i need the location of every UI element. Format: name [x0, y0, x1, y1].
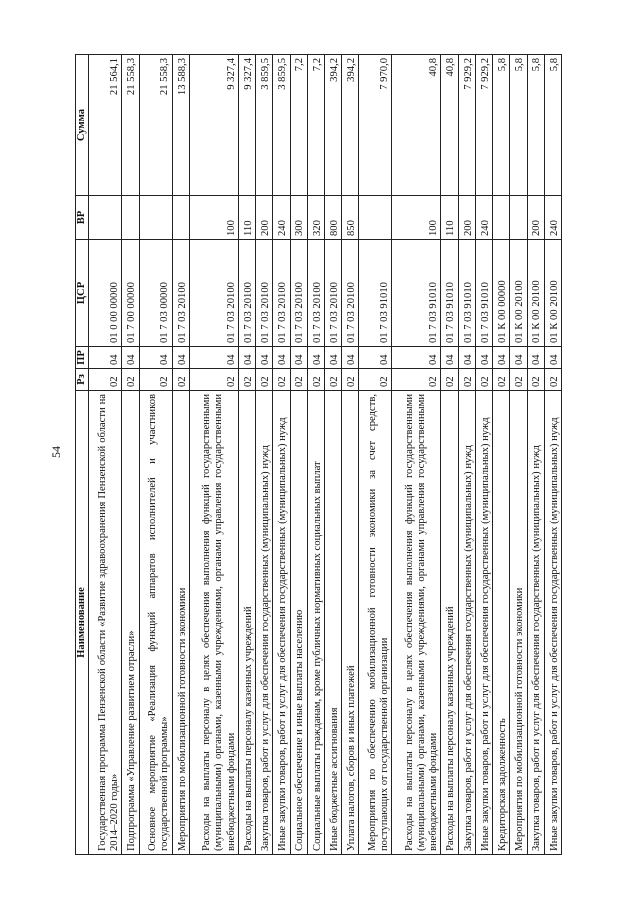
cell-csr: 01 7 03 20100 [189, 240, 238, 347]
cell-vr [122, 196, 139, 240]
cell-csr: 01 7 03 00000 [139, 240, 172, 347]
header-name: Наименование [76, 391, 89, 855]
cell-rz: 02 [510, 369, 527, 391]
cell-csr: 01 7 03 20100 [307, 240, 324, 347]
cell-vr: 110 [238, 196, 255, 240]
table-row [172, 55, 189, 855]
cell-name: Иные закупки товаров, работ и услуг для обеспечения государственных (муниципальных) нужд [475, 391, 492, 855]
cell-sum: 394,2 [342, 55, 359, 196]
cell-vr: 110 [441, 196, 458, 240]
table-row [441, 55, 458, 855]
cell-name: Социальные выплаты гражданам, кроме публичных нормативных социальных выплат [307, 391, 324, 855]
cell-pr: 04 [458, 347, 475, 369]
cell-csr: 01 7 03 20100 [238, 240, 255, 347]
header-sum: Сумма [76, 55, 89, 196]
table-row [256, 55, 273, 855]
cell-rz: 02 [273, 369, 290, 391]
cell-vr: 100 [189, 196, 238, 240]
table-row [273, 55, 290, 855]
cell-vr: 320 [307, 196, 324, 240]
cell-csr: 01 7 00 00000 [122, 240, 139, 347]
table-row [475, 55, 492, 855]
cell-sum: 9 327,4 [238, 55, 255, 196]
cell-rz: 02 [256, 369, 273, 391]
cell-vr: 200 [256, 196, 273, 240]
cell-pr: 04 [359, 347, 392, 369]
header-rz: Рз [76, 369, 89, 391]
cell-csr: 01 К 00 00000 [493, 240, 510, 347]
cell-sum: 9 327,4 [189, 55, 238, 196]
cell-vr: 240 [475, 196, 492, 240]
cell-rz: 02 [189, 369, 238, 391]
cell-vr [172, 196, 189, 240]
cell-name: Закупка товаров, работ и услуг для обеспечения государственных (муниципальных) нужд [458, 391, 475, 855]
cell-pr: 04 [324, 347, 341, 369]
cell-name: Иные бюджетные ассигнования [324, 391, 341, 855]
cell-vr: 850 [342, 196, 359, 240]
cell-vr: 200 [458, 196, 475, 240]
cell-sum: 7 970,0 [359, 55, 392, 196]
cell-pr: 04 [172, 347, 189, 369]
cell-vr: 240 [273, 196, 290, 240]
header-csr: ЦСР [76, 240, 89, 347]
cell-sum: 40,8 [392, 55, 441, 196]
cell-csr: 01 7 03 91010 [458, 240, 475, 347]
table-row [510, 55, 527, 855]
cell-rz: 02 [527, 369, 544, 391]
cell-rz: 02 [238, 369, 255, 391]
cell-pr: 04 [238, 347, 255, 369]
cell-sum: 7 929,2 [458, 55, 475, 196]
table-row [544, 55, 561, 855]
cell-sum: 3 859,5 [256, 55, 273, 196]
cell-pr: 04 [441, 347, 458, 369]
cell-csr: 01 К 00 20100 [544, 240, 561, 347]
cell-pr: 04 [122, 347, 139, 369]
cell-sum: 21 558,3 [139, 55, 172, 196]
cell-name: Кредиторская задолженность [493, 391, 510, 855]
table-row [189, 55, 238, 855]
cell-vr [510, 196, 527, 240]
cell-sum: 13 588,3 [172, 55, 189, 196]
header-vr: ВР [76, 196, 89, 240]
cell-pr: 04 [510, 347, 527, 369]
cell-rz: 02 [307, 369, 324, 391]
cell-name: Расходы на выплаты персоналу казенных учреждений [441, 391, 458, 855]
table-row [324, 55, 341, 855]
cell-name: Государственная программа Пензенской области «Развитие здравоохранения Пензенской области на 2014–2020 годы» [89, 391, 122, 855]
cell-rz: 02 [172, 369, 189, 391]
cell-name: Уплата налогов, сборов и иных платежей [342, 391, 359, 855]
table-row [290, 55, 307, 855]
budget-table [75, 54, 562, 855]
cell-pr: 04 [544, 347, 561, 369]
cell-rz: 02 [441, 369, 458, 391]
cell-vr [493, 196, 510, 240]
cell-vr: 100 [392, 196, 441, 240]
table-row [122, 55, 139, 855]
cell-csr: 01 0 00 00000 [89, 240, 122, 347]
table-row [307, 55, 324, 855]
cell-name: Социальное обеспечение и иные выплаты населению [290, 391, 307, 855]
cell-pr: 04 [290, 347, 307, 369]
cell-vr: 240 [544, 196, 561, 240]
page-number: 54 [49, 446, 63, 458]
cell-pr: 04 [392, 347, 441, 369]
cell-pr: 04 [189, 347, 238, 369]
cell-sum: 7 929,2 [475, 55, 492, 196]
cell-pr: 04 [139, 347, 172, 369]
cell-csr: 01 К 00 20100 [510, 240, 527, 347]
table-row [238, 55, 255, 855]
cell-name: Мероприятия по обеспечению мобилизационной готовности экономики за счет средств, поступающих от государственной организации [359, 391, 392, 855]
table-row [359, 55, 392, 855]
cell-rz: 02 [359, 369, 392, 391]
cell-pr: 04 [273, 347, 290, 369]
table-row [458, 55, 475, 855]
cell-rz: 02 [544, 369, 561, 391]
cell-pr: 04 [527, 347, 544, 369]
cell-vr: 800 [324, 196, 341, 240]
header-pr: ПР [76, 347, 89, 369]
cell-rz: 02 [392, 369, 441, 391]
cell-vr: 200 [527, 196, 544, 240]
cell-vr [89, 196, 122, 240]
cell-name: Мероприятия по мобилизационной готовности экономики [172, 391, 189, 855]
table-row [342, 55, 359, 855]
cell-name: Иные закупки товаров, работ и услуг для обеспечения государственных (муниципальных) нужд [544, 391, 561, 855]
cell-rz: 02 [475, 369, 492, 391]
cell-name: Расходы на выплаты персоналу казенных учреждений [238, 391, 255, 855]
cell-csr: 01 7 03 20100 [324, 240, 341, 347]
cell-rz: 02 [458, 369, 475, 391]
cell-sum: 7,2 [290, 55, 307, 196]
cell-pr: 04 [493, 347, 510, 369]
cell-vr [139, 196, 172, 240]
rotated-table-container [75, 55, 562, 855]
cell-csr: 01 7 03 20100 [342, 240, 359, 347]
cell-sum: 40,8 [441, 55, 458, 196]
cell-csr: 01 7 03 20100 [256, 240, 273, 347]
cell-csr: 01 7 03 20100 [172, 240, 189, 347]
cell-rz: 02 [342, 369, 359, 391]
cell-name: Мероприятия по мобилизационной готовности экономики [510, 391, 527, 855]
cell-rz: 02 [122, 369, 139, 391]
cell-name: Расходы на выплаты персоналу в целях обеспечения выполнения функций государственными (муниципальными) органами, казенными учреждениями, органами управления государственными внебюджетными фондами [392, 391, 441, 855]
cell-csr: 01 К 00 20100 [527, 240, 544, 347]
cell-csr: 01 7 03 20100 [273, 240, 290, 347]
table-row [89, 55, 122, 855]
cell-pr: 04 [256, 347, 273, 369]
cell-sum: 5,8 [510, 55, 527, 196]
cell-name: Закупка товаров, работ и услуг для обеспечения государственных (муниципальных) нужд [256, 391, 273, 855]
cell-csr: 01 7 03 20100 [290, 240, 307, 347]
cell-sum: 5,8 [493, 55, 510, 196]
cell-sum: 21 558,3 [122, 55, 139, 196]
cell-sum: 7,2 [307, 55, 324, 196]
table-row [527, 55, 544, 855]
cell-sum: 5,8 [544, 55, 561, 196]
table-header-row [76, 55, 89, 855]
cell-sum: 394,2 [324, 55, 341, 196]
cell-rz: 02 [290, 369, 307, 391]
cell-vr [359, 196, 392, 240]
cell-pr: 04 [307, 347, 324, 369]
cell-name: Подпрограмма «Управление развитием отрасли» [122, 391, 139, 855]
table-row [139, 55, 172, 855]
cell-sum: 3 859,5 [273, 55, 290, 196]
table-row [493, 55, 510, 855]
cell-csr: 01 7 03 91010 [475, 240, 492, 347]
cell-name: Иные закупки товаров, работ и услуг для обеспечения государственных (муниципальных) нужд [273, 391, 290, 855]
cell-csr: 01 7 03 91010 [392, 240, 441, 347]
cell-sum: 5,8 [527, 55, 544, 196]
cell-rz: 02 [139, 369, 172, 391]
cell-csr: 01 7 03 91010 [441, 240, 458, 347]
cell-name: Расходы на выплаты персоналу в целях обеспечения выполнения функций государственными (муниципальными) органами, казенными учреждениями, органами управления государственными внебюджетными фондами [189, 391, 238, 855]
cell-pr: 04 [475, 347, 492, 369]
cell-pr: 04 [342, 347, 359, 369]
cell-pr: 04 [89, 347, 122, 369]
cell-vr: 300 [290, 196, 307, 240]
cell-name: Основное мероприятие «Реализация функций аппаратов исполнителей и участников государственной программы» [139, 391, 172, 855]
cell-rz: 02 [89, 369, 122, 391]
cell-rz: 02 [493, 369, 510, 391]
cell-rz: 02 [324, 369, 341, 391]
cell-name: Закупка товаров, работ и услуг для обеспечения государственных (муниципальных) нужд [527, 391, 544, 855]
cell-csr: 01 7 03 91010 [359, 240, 392, 347]
cell-sum: 21 564,1 [89, 55, 122, 196]
table-row [392, 55, 441, 855]
